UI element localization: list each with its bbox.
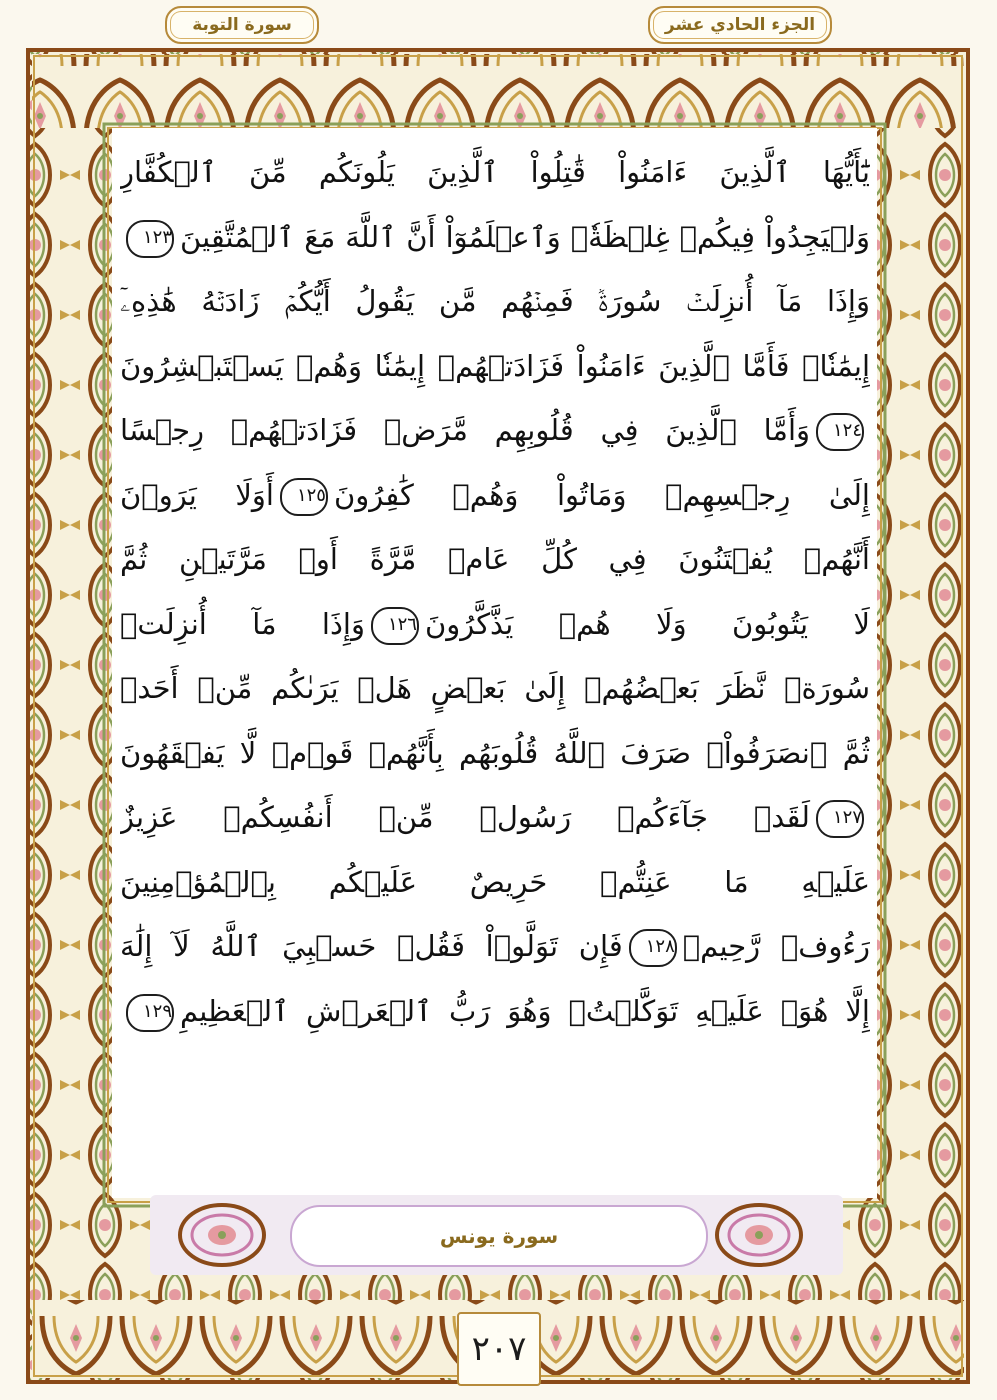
text-line-3: وَإِذَا مَآ أُنزِلَتۡ سُورَةٞ فَمِنۡهُم مَّن يَقُولُ أَيُّكُمۡ زَادَتۡهُ هَٰذِهِۦٓ: [120, 284, 870, 318]
text-line-12: عَلَيۡهِ مَا عَنِتُّمۡ حَرِيصٌ عَلَيۡكُم بِٱلۡمُؤۡمِنِينَ: [120, 864, 870, 899]
text-line-9: سُورَةٞ نَّظَرَ بَعۡضُهُمۡ إِلَىٰ بَعۡضٍ هَلۡ يَرَىٰكُم مِّنۡ أَحَدٖ: [120, 671, 870, 705]
ayah-number-marker: ١٢٤: [816, 413, 864, 451]
next-surah-title: [290, 1205, 708, 1267]
next-surah-name: سورة يونس: [439, 1224, 559, 1248]
ayah-number-marker: ١٢٥: [280, 478, 328, 516]
page-number: [457, 1312, 541, 1386]
surah-header: [165, 6, 319, 44]
banner-ornament-right-icon: [712, 1200, 807, 1270]
text-line-10: ثُمَّ ٱنصَرَفُواْۚ صَرَفَ ٱللَّهُ قُلُوبَهُم بِأَنَّهُمۡ قَوۡمٞ لَّا يَفۡقَهُونَ: [120, 735, 870, 770]
text-line-13: رَءُوفٞ رَّحِيمٞ١٢٨فَإِن تَوَلَّوۡاْ فَقُلۡ حَسۡبِيَ ٱللَّهُ لَآ إِلَٰهَ: [120, 914, 870, 979]
text-line-1: يَٰٓأَيُّهَا ٱلَّذِينَ ءَامَنُواْ قَٰتِلُواْ ٱلَّذِينَ يَلُونَكُم مِّنَ ٱلۡكُفَّارِ: [120, 155, 870, 189]
ayah-number-marker: ١٢٨: [629, 929, 677, 967]
ayah-number-marker: ١٢٩: [126, 994, 174, 1032]
text-line-7: أَنَّهُمۡ يُفۡتَنُونَ فِي كُلِّ عَامٖ مَّرَّةً أَوۡ مَرَّتَيۡنِ ثُمَّ: [120, 542, 870, 576]
surah-name: سورة التوبة: [192, 15, 292, 35]
ayah-number-marker: ١٢٦: [371, 607, 419, 645]
quran-text: [120, 140, 870, 1043]
juz-header: [648, 6, 832, 44]
ayah-number-marker: ١٢٧: [816, 800, 864, 838]
page-number-label: ٢٠٧: [471, 1329, 527, 1369]
text-line-2: وَلۡيَجِدُواْ فِيكُمۡ غِلۡظَةٗۚ وَٱعۡلَمُوٓاْ أَنَّ ٱللَّهَ مَعَ ٱلۡمُتَّقِينَ١٢٣: [120, 205, 870, 270]
text-line-5: ١٢٤وَأَمَّا ٱلَّذِينَ فِي قُلُوبِهِم مَّرَضٞ فَزَادَتۡهُمۡ رِجۡسًا: [120, 398, 870, 463]
text-line-14: إِلَّا هُوَۖ عَلَيۡهِ تَوَكَّلۡتُۖ وَهُوَ رَبُّ ٱلۡعَرۡشِ ٱلۡعَظِيمِ١٢٩: [120, 979, 870, 1044]
ayah-number-marker: ١٢٣: [126, 220, 174, 258]
banner-ornament-left-icon: [175, 1200, 270, 1270]
text-line-4: إِيمَٰنٗاۚ فَأَمَّا ٱلَّذِينَ ءَامَنُواْ فَزَادَتۡهُمۡ إِيمَٰنٗا وَهُمۡ يَسۡتَبۡشِرُونَ: [120, 348, 870, 383]
text-line-6: إِلَىٰ رِجۡسِهِمۡ وَمَاتُواْ وَهُمۡ كَٰفِرُونَ١٢٥أَوَلَا يَرَوۡنَ: [120, 463, 870, 528]
text-line-8: لَا يَتُوبُونَ وَلَا هُمۡ يَذَّكَّرُونَ١٢٦وَإِذَا مَآ أُنزِلَتۡ: [120, 592, 870, 657]
juz-name: الجزء الحادي عشر: [664, 15, 816, 35]
text-line-11: ١٢٧لَقَدۡ جَآءَكُمۡ رَسُولٞ مِّنۡ أَنفُسِكُمۡ عَزِيزٌ: [120, 785, 870, 850]
